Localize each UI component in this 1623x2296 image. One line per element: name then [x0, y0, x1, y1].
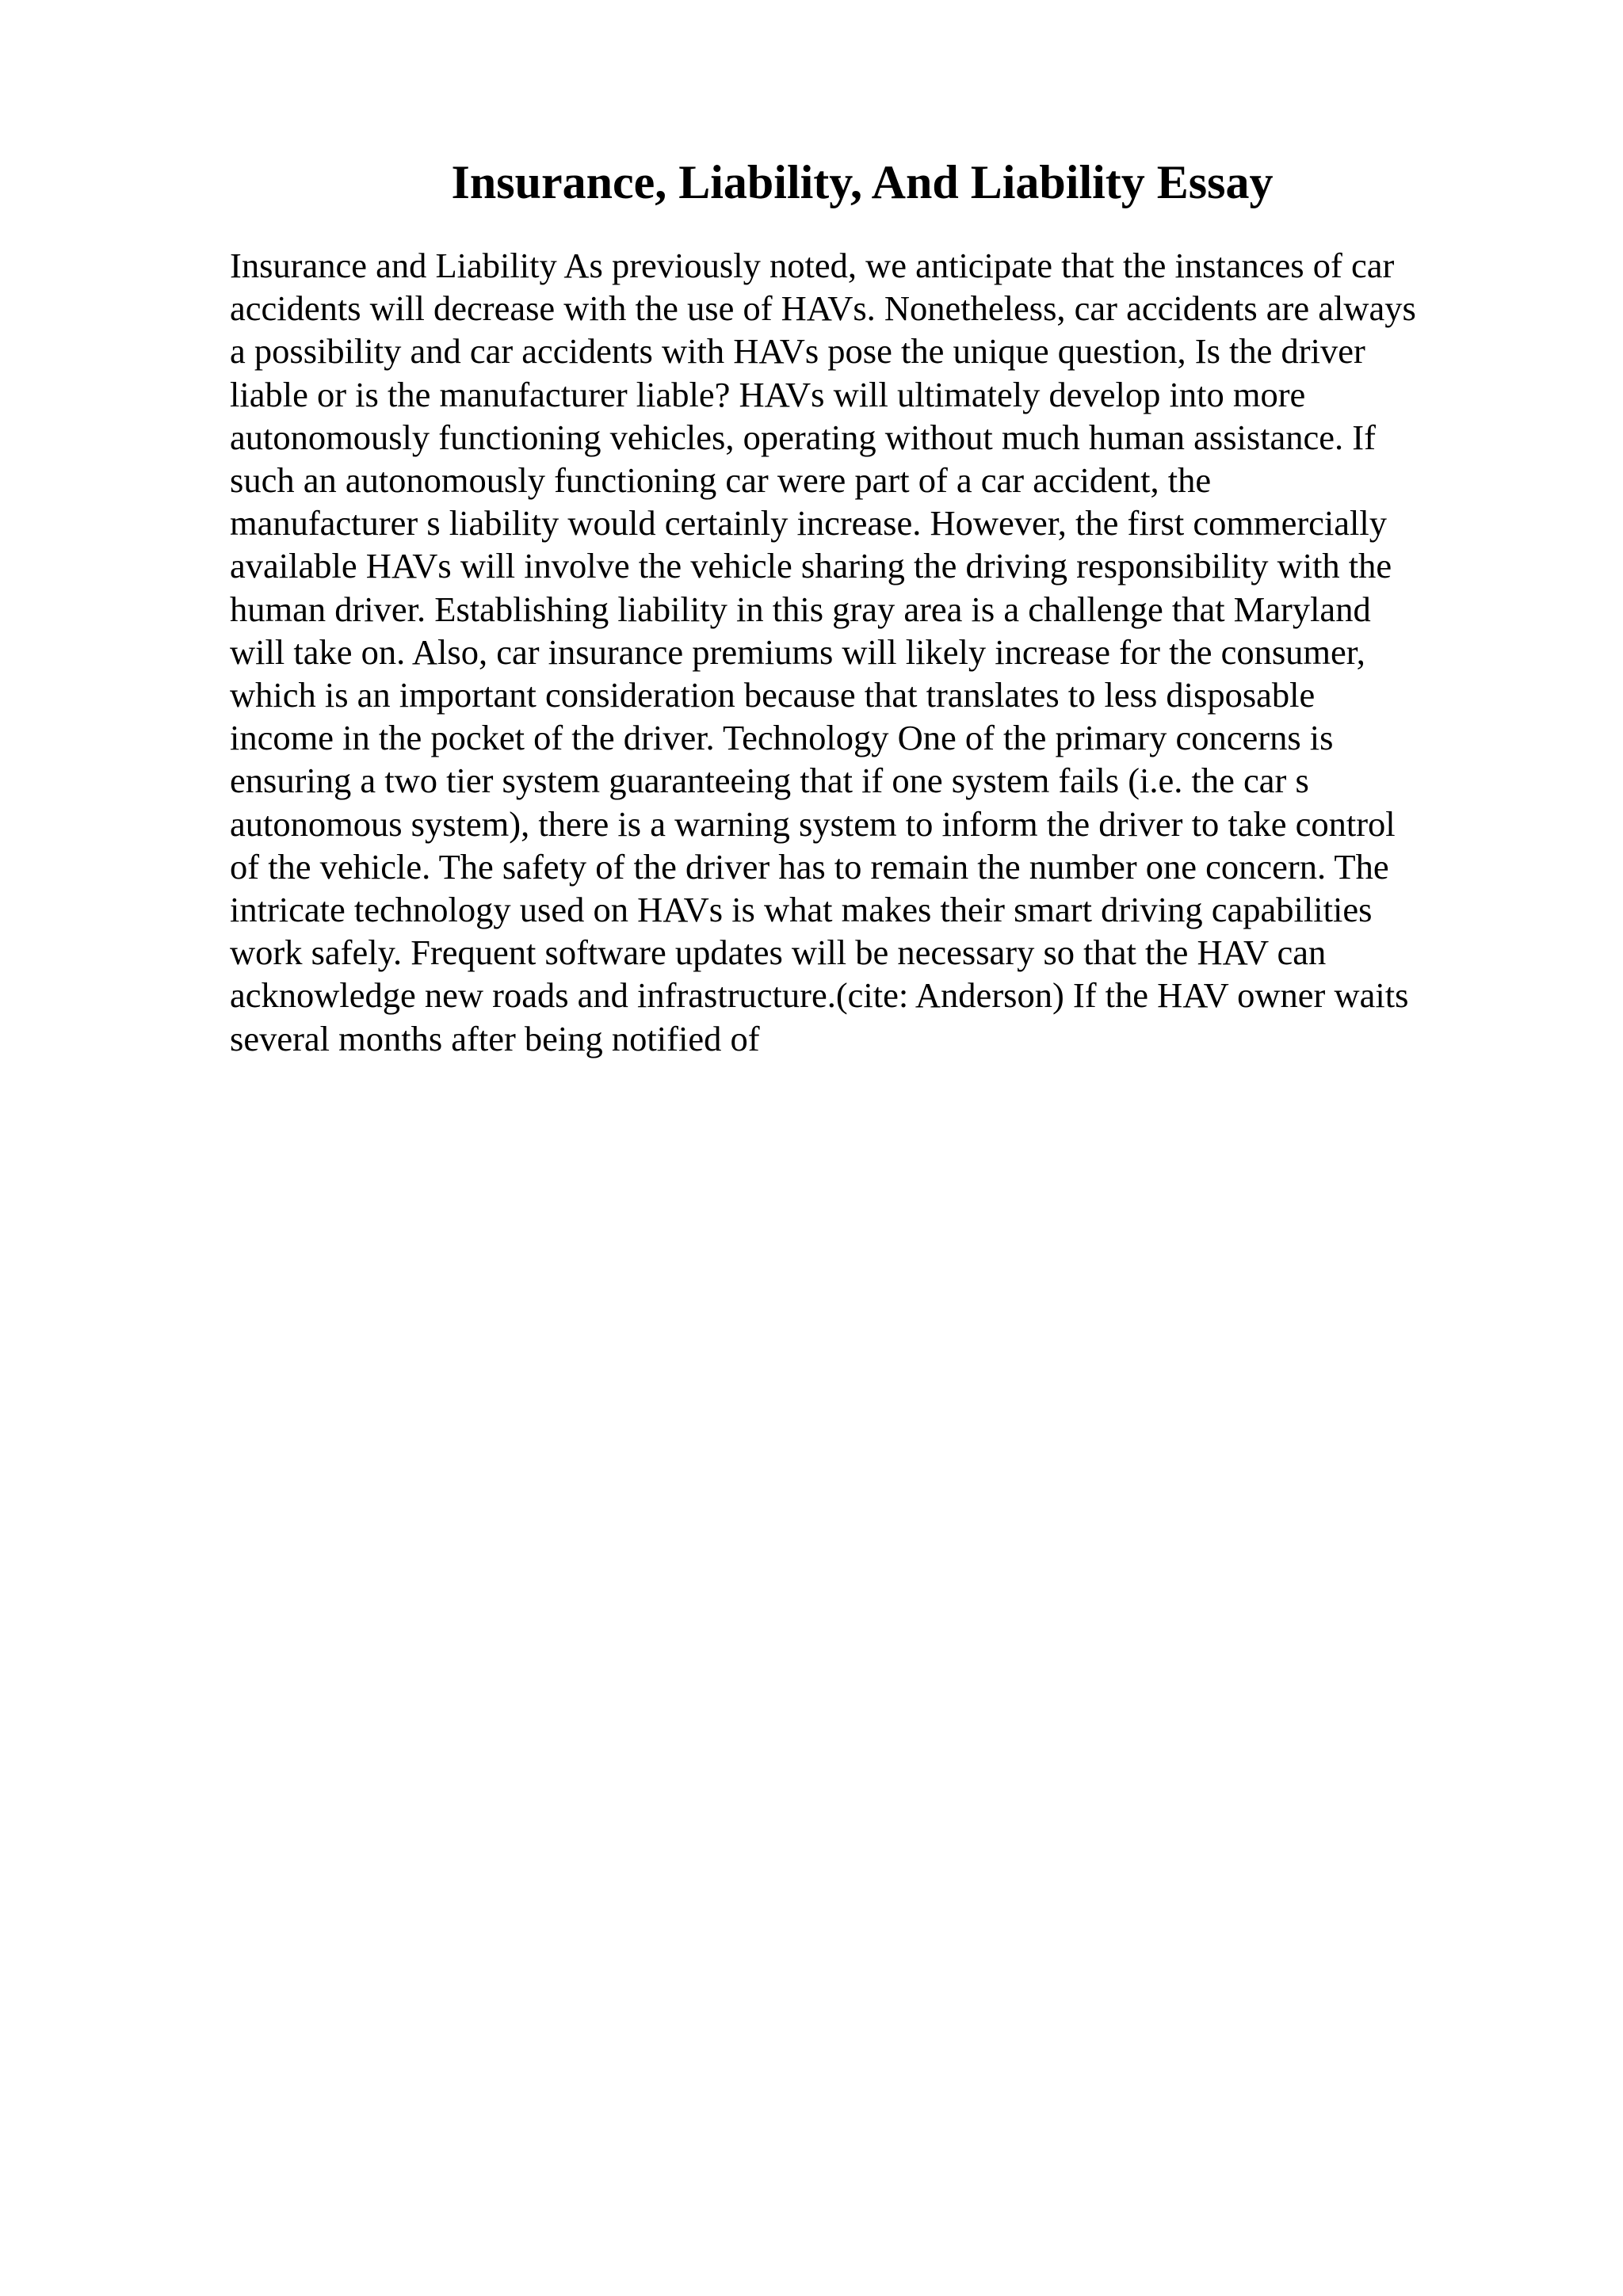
body-line: liable or is the manufacturer liable? HAVs will ultimately develop into more	[230, 374, 1306, 414]
body-line: manufacturer s liability would certainly increase. However, the first commercially	[230, 503, 1387, 543]
body-line: accidents will decrease with the use of HAVs. Nonetheless, car accidents are always	[230, 288, 1416, 329]
body-line: will take on. Also, car insurance premiums will likely increase for the consumer,	[230, 631, 1365, 672]
body-line: a possibility and car accidents with HAVs pose the unique question, Is the driver	[230, 331, 1365, 372]
body-line: autonomously functioning vehicles, operating without much human assistance. If	[230, 417, 1376, 457]
body-line: acknowledge new roads and infrastructure.(cite: Anderson) If the HAV owner waits	[230, 975, 1409, 1016]
body-line: income in the pocket of the driver. Technology One of the primary concerns is	[230, 718, 1334, 758]
document-title: Insurance, Liability, And Liability Essay	[451, 156, 1274, 208]
body-line: of the vehicle. The safety of the driver has to remain the number one concern. The	[230, 846, 1389, 887]
body-line: several months after being notified of	[230, 1018, 760, 1058]
body-line: ensuring a two tier system guaranteeing that if one system fails (i.e. the car s	[230, 761, 1309, 801]
body-line: autonomous system), there is a warning system to inform the driver to take control	[230, 803, 1396, 844]
body-line: which is an important consideration because that translates to less disposable	[230, 675, 1316, 715]
body-line: Insurance and Liability As previously noted, we anticipate that the instances of car	[230, 246, 1395, 285]
body-line: such an autonomously functioning car were part of a car accident, the	[230, 460, 1212, 501]
document-body	[230, 244, 1482, 1060]
body-line: intricate technology used on HAVs is what makes their smart driving capabilities	[230, 890, 1373, 930]
body-line: human driver. Establishing liability in this gray area is a challenge that Maryland	[230, 589, 1371, 629]
body-line: available HAVs will involve the vehicle sharing the driving responsibility with the	[230, 546, 1392, 586]
body-line: work safely. Frequent software updates will be necessary so that the HAV can	[230, 933, 1327, 973]
